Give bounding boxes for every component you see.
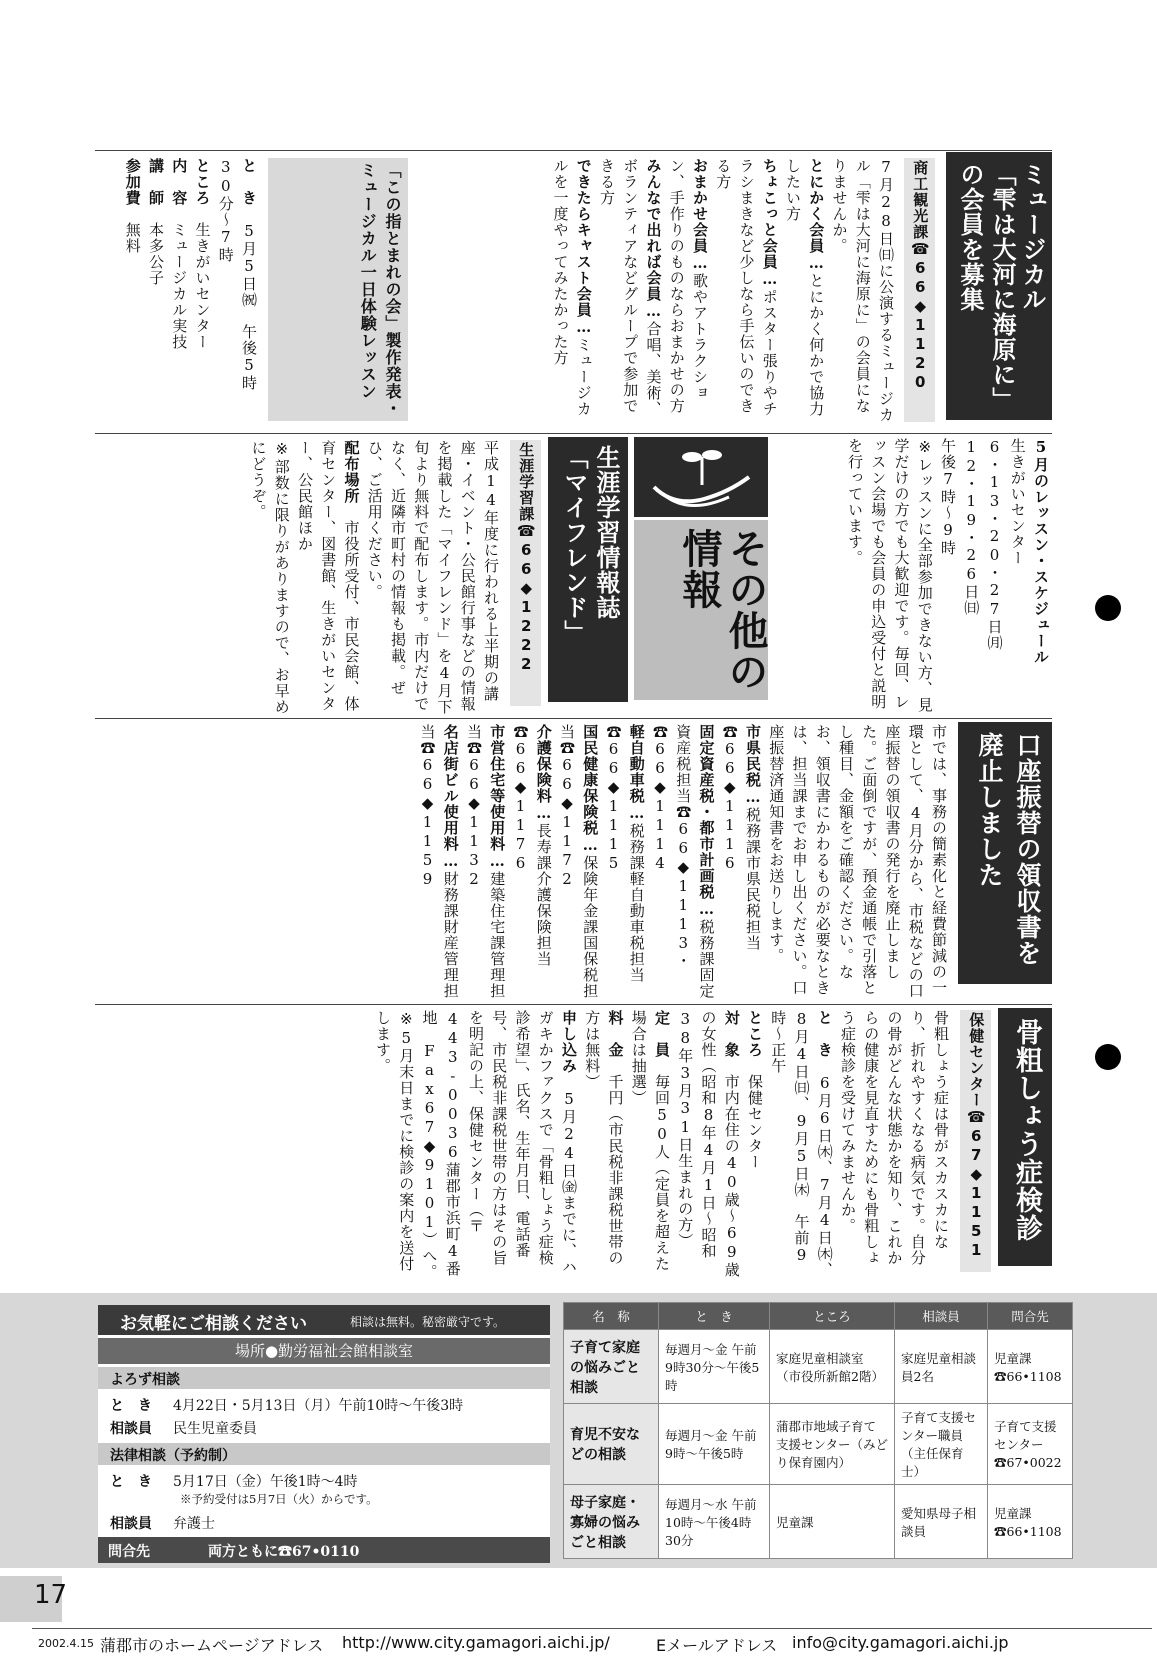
musical-title-3: の会員を募集 <box>956 162 984 312</box>
when-label: と き <box>240 158 258 206</box>
receipt-i1: 税務課市県民税担当☎66◆1116 <box>720 724 762 951</box>
table-cell: 母子家庭・寡婦の悩みごと相談 <box>564 1485 659 1559</box>
receipt-i5: 長寿課介護保険担当☎66◆1176 <box>511 724 553 967</box>
receipt-i7-head: 名店街ビル使用料… <box>441 724 460 871</box>
musical-dept: 商工観光課☎66◆1120 <box>904 158 935 422</box>
table-cell: 児童課 <box>770 1485 895 1559</box>
table-row <box>564 1404 1073 1485</box>
s1-title: よろず相談 <box>110 1372 180 1388</box>
musical-t4: 合唱、美術、ボランティアなどグループで参加できる方 <box>598 158 663 417</box>
dist-value: 市役所受付、市民会館、体育センター、図書館、生きがいセンター、公民館ほか <box>296 440 361 712</box>
receipt-i7: 財務課財産管理担当☎66◆1159 <box>418 724 460 999</box>
musical-event-title: 「この指とまれの会」製作発表・ミュージカル一日体験レッスン <box>268 158 408 421</box>
receipt-i2-head: 固定資産税・都市計画税… <box>697 724 716 919</box>
page-number: 17 <box>34 1580 68 1610</box>
schedule-title: 5月のレッスン・スケジュール <box>1032 438 1050 665</box>
footer-rule <box>32 1628 1152 1629</box>
bone-target: 市内在住の40歳～69歳の女性（昭和8年4月1日～昭和38年3月31日生まれの方） <box>676 1010 741 1278</box>
bone-apply-label: 申し込み <box>560 1010 578 1074</box>
musical-t2: ポスター張りやチラシまきなど少しなら手伝いのできる方 <box>714 158 779 417</box>
bone-when-label: と き <box>815 1010 834 1058</box>
table-cell: 毎週月～水 午前10時～午後4時30分 <box>659 1485 770 1559</box>
receipt-title-box <box>958 722 1052 984</box>
teacher-value: 本多公子 <box>147 222 165 286</box>
musical-t5: ミュージカルを一度やってみたかった方 <box>551 158 593 417</box>
s1-title-bar <box>98 1367 550 1389</box>
consult-header <box>98 1305 550 1335</box>
content-label: 内 容 <box>170 158 189 206</box>
bone-when: 6月6日㈭、7月4日㈭、8月4日㈰、9月5日㈭ 午前9時～正午 <box>769 1010 834 1278</box>
musical-event-details <box>92 158 260 420</box>
table-row <box>564 1330 1073 1404</box>
table-cell: 家庭児童相談員2名 <box>895 1330 988 1404</box>
footer-hp-label: 蒲郡市のホームページアドレス <box>100 1636 324 1655</box>
contact-label: 問合先 <box>108 1544 150 1560</box>
when-value: 5月5日㈷ 午後5時30分～7時 <box>216 158 258 391</box>
myfriend-text: 平成14年度に行われる上半期の講座・イベント・公民館行事などの情報を掲載した「マイフレンド」を4月下旬より無料で配布します。市内だけでなく、近隣市町村の情報も掲載。ぜひ、ご活用ください。 <box>365 440 500 715</box>
content-value: ミュージカル実技 <box>170 222 189 350</box>
table-cell: 子育て家庭の悩みごと相談 <box>564 1330 659 1404</box>
schedule-dates-2: 12・19・26日㈰ <box>962 438 981 616</box>
table-cell: 愛知県母子相談員 <box>895 1485 988 1559</box>
s2-staff: 弁護士 <box>173 1516 215 1532</box>
schedule-time: 午後7時～9時 <box>939 438 957 556</box>
s2-title-bar <box>98 1443 550 1465</box>
table-cell: 毎週月～金 午前9時30分～午後5時 <box>659 1330 770 1404</box>
receipt-i6-head: 市営住宅等使用料… <box>488 724 507 871</box>
musical-h3: おまかせ会員… <box>691 158 709 273</box>
table-cell: 家庭児童相談室（市役所新館2階） <box>770 1330 895 1404</box>
table-header-row <box>564 1303 1073 1330</box>
contact-bar <box>98 1537 550 1563</box>
other-title: その他の情報 <box>634 520 768 700</box>
binding-hole <box>1095 1044 1121 1070</box>
receipt-body <box>92 724 950 1000</box>
myfriend-body <box>92 440 502 715</box>
table-header: と き <box>659 1303 770 1330</box>
binding-hole <box>1095 595 1121 621</box>
s2-when: 5月17日（金）午後1時～4時 <box>173 1474 358 1490</box>
s1-when: 4月22日・5月13日（月）午前10時～午後3時 <box>173 1398 464 1414</box>
myfriend-dept: 生涯学習課☎66◆1222 <box>510 440 541 706</box>
where-label: ところ <box>193 158 212 206</box>
musical-title-1: ミュージカル <box>1018 162 1046 312</box>
musical-title-2: 「雫は大河に海原に」 <box>988 162 1016 412</box>
bone-note: ※5月末日までに検診の案内を送付します。 <box>374 1010 416 1272</box>
table-row <box>564 1485 1073 1559</box>
table-cell: 児童課 ☎66•1108 <box>988 1485 1073 1559</box>
musical-intro: 7月28日㈰に公演するミュージカル「雫は大河に海原に」の会員になりませんか。 <box>830 158 895 423</box>
consultation-panel <box>98 1305 550 1563</box>
musical-h5: できたらキャスト会員… <box>574 158 593 337</box>
receipt-i2: 税務課固定資産税担当☎66◆1113・☎66◆1114 <box>651 724 716 999</box>
table-cell: 毎週月～金 午前9時～午後5時 <box>659 1404 770 1485</box>
bone-target-label: 対 象 <box>722 1010 741 1058</box>
bone-text: 骨粗しょう症は骨がスカスカになり、折れやすくなる病気です。自分の骨がどんな状態かを知り、これからの健康を見直すためにも骨粗しょう症検診を受けてみませんか。 <box>839 1010 950 1266</box>
bone-where: 保健センター <box>746 1074 764 1170</box>
receipt-i4-head: 国民健康保険税… <box>581 724 600 855</box>
bone-apply: 5月24日㈮までに、ハガキかファクスで「骨粗しょう症検診希望」、氏名、生年月日、電話番号、市民税非課税世帯の方はその旨を明記の上、保健センター（〒443-0036蒲郡市浜町4番地 Fax67◆9101）へ。 <box>420 1010 578 1280</box>
receipt-i1-head: 市県民税… <box>744 724 762 807</box>
s1-staff: 民生児童委員 <box>173 1421 257 1437</box>
table-header: 名 称 <box>564 1303 659 1330</box>
table-cell: 児童課 ☎66•1108 <box>988 1330 1073 1404</box>
receipt-i6: 建築住宅課管理担当☎66◆1132 <box>465 724 507 999</box>
bone-fee-label: 料 金 <box>606 1010 625 1058</box>
consult-header-title: お気軽にご相談ください <box>120 1314 307 1334</box>
table-cell: 子育て支援センター職員（主任保育士） <box>895 1404 988 1485</box>
schedule-place: 生きがいセンター <box>1008 438 1027 566</box>
other-icon-box <box>634 437 768 517</box>
fee-label: 参加費 <box>123 158 142 206</box>
page-number-box <box>0 1576 68 1622</box>
footer-hp-link[interactable]: http://www.city.gamagori.aichi.jp/ <box>342 1633 610 1652</box>
contact-value: 両方ともに☎67•0110 <box>208 1544 360 1560</box>
musical-h2: ちょこっと会員… <box>760 158 779 289</box>
s2-note: ※予約受付は5月7日（火）からです。 <box>180 1492 378 1506</box>
musical-t3: 歌やアトラクション、手作りのものならおまかせの方 <box>667 158 709 414</box>
footer-mail-link[interactable]: info@city.gamagori.aichi.jp <box>792 1633 1009 1652</box>
receipt-i3: 税務課軽自動車税担当☎66◆1115 <box>604 724 646 983</box>
teacher-label: 講 師 <box>147 158 165 206</box>
s2-staff-label: 相談員 <box>110 1516 152 1532</box>
table-header: ところ <box>770 1303 895 1330</box>
receipt-title-2: 廃止しました <box>975 732 1004 888</box>
bone-where-label: ところ <box>746 1010 764 1058</box>
s1-when-label: と き <box>110 1398 152 1414</box>
myfriend-title-1: 生涯学習情報誌 <box>592 445 620 620</box>
bone-title-box <box>998 1008 1052 1266</box>
schedule-block <box>770 438 1052 713</box>
musical-t1: とにかく何かで協力したい方 <box>784 158 826 417</box>
bone-dept: 保健センター☎67◆1151 <box>960 1010 991 1272</box>
myfriend-note: ※部数に限りがありますので、お早めにどうぞ。 <box>249 440 291 715</box>
musical-title-box <box>946 152 1052 420</box>
section-divider <box>95 150 1052 151</box>
schedule-note: ※レッスンに全部参加できない方、見学だけの方でも大歓迎です。毎回、レッスン会場でも会員の申込受付と説明を行っています。 <box>846 438 934 713</box>
table-header: 相談員 <box>895 1303 988 1330</box>
bone-title: 骨粗しょう症検診 <box>1011 1018 1042 1242</box>
musical-h4: みんなで出れば会員… <box>644 158 663 321</box>
bone-body <box>92 1010 952 1280</box>
table-cell: 子育て支援センター ☎67•0022 <box>988 1404 1073 1485</box>
table-cell: 育児不安などの相談 <box>564 1404 659 1485</box>
fee-value: 無料 <box>123 222 142 254</box>
section-divider <box>95 433 1052 434</box>
receipt-i3-head: 軽自動車税… <box>627 724 646 823</box>
receipt-text: 市では、事務の簡素化と経費節減の一環として、4月分から、市税などの口座振替の領収書の発行を廃止しました。ご面倒ですが、預金通帳で引落とし種目、金額をご確認ください。なお、領収書にかわるものが必要なときは、担当課までお申し出ください。口座振替済通知書をお送りします。 <box>767 724 948 999</box>
myfriend-title-2: 「マイフレンド」 <box>560 445 588 645</box>
consult-place: 場所●勤労福祉会館相談室 <box>98 1338 550 1364</box>
dist-label: 配布場所 <box>342 440 361 504</box>
s2-title: 法律相談（予約制） <box>110 1448 236 1464</box>
hand-plant-icon <box>634 437 768 517</box>
table-cell: 蒲郡市地域子育て支援センター（みどり保育園内） <box>770 1404 895 1485</box>
footer-mail-label: Eメールアドレス <box>656 1636 778 1655</box>
footer-date: 2002.4.15 <box>38 1637 94 1650</box>
receipt-title-1: 口座振替の領収書を <box>1013 732 1042 966</box>
s2-when-label: と き <box>110 1474 152 1490</box>
bone-fee: 千円（市民税非課税世帯の方は無料） <box>583 1010 625 1266</box>
receipt-i4: 保険年金課国保税担当☎66◆1172 <box>558 724 600 999</box>
musical-h1: とにかく会員… <box>807 158 826 273</box>
section-divider <box>95 718 1052 719</box>
bone-cap: 毎回50人（定員を超えた場合は抽選） <box>629 1010 671 1272</box>
bone-cap-label: 定 員 <box>653 1010 671 1058</box>
s1-staff-label: 相談員 <box>110 1421 152 1437</box>
consult-header-sub: 相談は無料。秘密厳守です。 <box>350 1315 506 1329</box>
myfriend-title-box <box>548 437 628 702</box>
table-header: 問合先 <box>988 1303 1073 1330</box>
where-value: 生きがいセンター <box>193 222 212 350</box>
section-divider <box>95 1004 1052 1005</box>
receipt-i5-head: 介護保険料… <box>534 724 553 823</box>
consultation-table <box>563 1302 1073 1559</box>
schedule-dates-1: 6・13・20・27日㈪ <box>985 438 1004 651</box>
